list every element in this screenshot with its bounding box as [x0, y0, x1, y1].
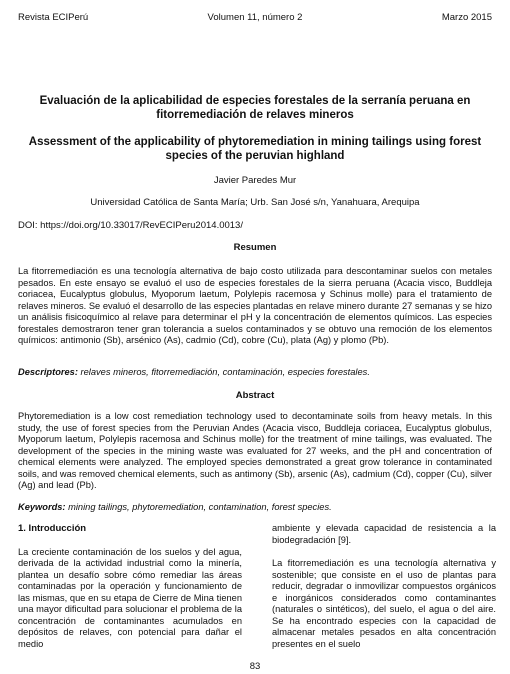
- abstract-keywords: [18, 502, 492, 512]
- abstract-keywords-label: Keywords:: [18, 502, 66, 512]
- resumen-keywords: [18, 367, 492, 377]
- resumen-keywords-value: relaves mineros, fitorremediación, contaminación, especies forestales.: [80, 367, 370, 377]
- title-spanish: Evaluación de la aplicabilidad de especies forestales de la serranía peruana en fitorremediación de relaves mineros: [39, 95, 471, 121]
- intro-heading: 1. Introducción: [18, 523, 87, 534]
- affiliation: Universidad Católica de Santa María; Urb. San José s/n, Yanahuara, Arequipa: [90, 197, 420, 208]
- resumen-heading: Resumen: [233, 242, 277, 253]
- intro-paragraph-1: La creciente contaminación de los suelos y del agua, derivada de la actividad industrial como la minería, plantea un desafío sobre cómo remediar las áreas contaminadas por la operación y funcionamiento de las mismas, que en su etapa de Cierre de Mina tienen una mayor dificultad para solucionar el problema de la concentración de contaminantes acumulados en depósitos de relaves, con potencial para dañar el medio: [18, 546, 242, 649]
- journal-name: Revista ECIPerú: [18, 12, 89, 23]
- intro-paragraph-1-continued: ambiente y elevada capacidad de resistencia a la biodegradación [9].: [272, 523, 496, 545]
- title-english: Assessment of the applicability of phytoremediation in mining tailings using forest species of the peruvian highland: [28, 136, 482, 162]
- journal-volume: Volumen 11, número 2: [207, 12, 303, 23]
- intro-column-left: [18, 523, 242, 662]
- doi-link[interactable]: DOI: https://doi.org/10.33017/RevECIPeru2014.0013/: [18, 220, 243, 231]
- abstract-text: Phytoremediation is a low cost remediation technology used to decontaminate soils from heavy metals. In this study, the use of forest species from the Peruvian Andes (Acacia visco, Buddleja coriacea, Eucalyptus globulus, Myoporum laetum, Polylepis racemosa and Schinus molle) for the treatment of mine tailings, was evaluated. The development of the species in the mining waste was evaluated for 27 weeks, and the pH and concentration of chemical elements were analyzed. The employed species demonstrated a great grow tolerance in contaminated soils, and was removed chemical elements, such as antimony (Sb), arsenic (As), cadmium (Cd), copper (Cu), silver (Ag) and lead (Pb).: [18, 411, 492, 490]
- page-number: 83: [249, 661, 261, 672]
- intro-column-right: [272, 523, 496, 662]
- abstract-keywords-value: mining tailings, phytoremediation, contamination, forest species.: [68, 502, 332, 512]
- journal-date: Marzo 2015: [441, 12, 492, 23]
- resumen-text: La fitorremediación es una tecnología alternativa de bajo costo utilizada para descontaminar suelos con metales pesados. En este ensayo se evaluó el uso de especies forestales de la sierra peruana (Acacia visco, Buddleja coriacea, Eucalyptus globulus, Myoporum laetum, Polylepis racemosa y Schinus molle) para el tratamiento de relaves mineros. Se evaluó el desarrollo de las especies plantadas en relave minero durante 27 semanas y se hizo un análisis fisicoquímico al relave para determinar el pH y la concentración de elementos químicos. Las especies forestales demostraron tener gran tolerancia a suelos contaminados y se obtuvo una remoción de los elementos químicos: antimonio (Sb), arsénico (As), cadmio (Cd), cobre (Cu), plata (Ag) y plomo (Pb).: [18, 266, 492, 345]
- resumen-keywords-label: Descriptores:: [18, 367, 78, 377]
- author: Javier Paredes Mur: [213, 175, 297, 186]
- intro-paragraph-2: La fitorremediación es una tecnología alternativa y sostenible; que consiste en el uso de plantas para reducir, degradar o inmovilizar compuestos orgánicos e inorgánicos considerados como contaminantes (naturales o sintéticos), del suelo, el agua o del aire. Se ha encontrado especies con la capacidad de almacenar metales pesados en alta concentración presentes en el suelo: [272, 558, 496, 649]
- abstract-heading: Abstract: [235, 390, 275, 401]
